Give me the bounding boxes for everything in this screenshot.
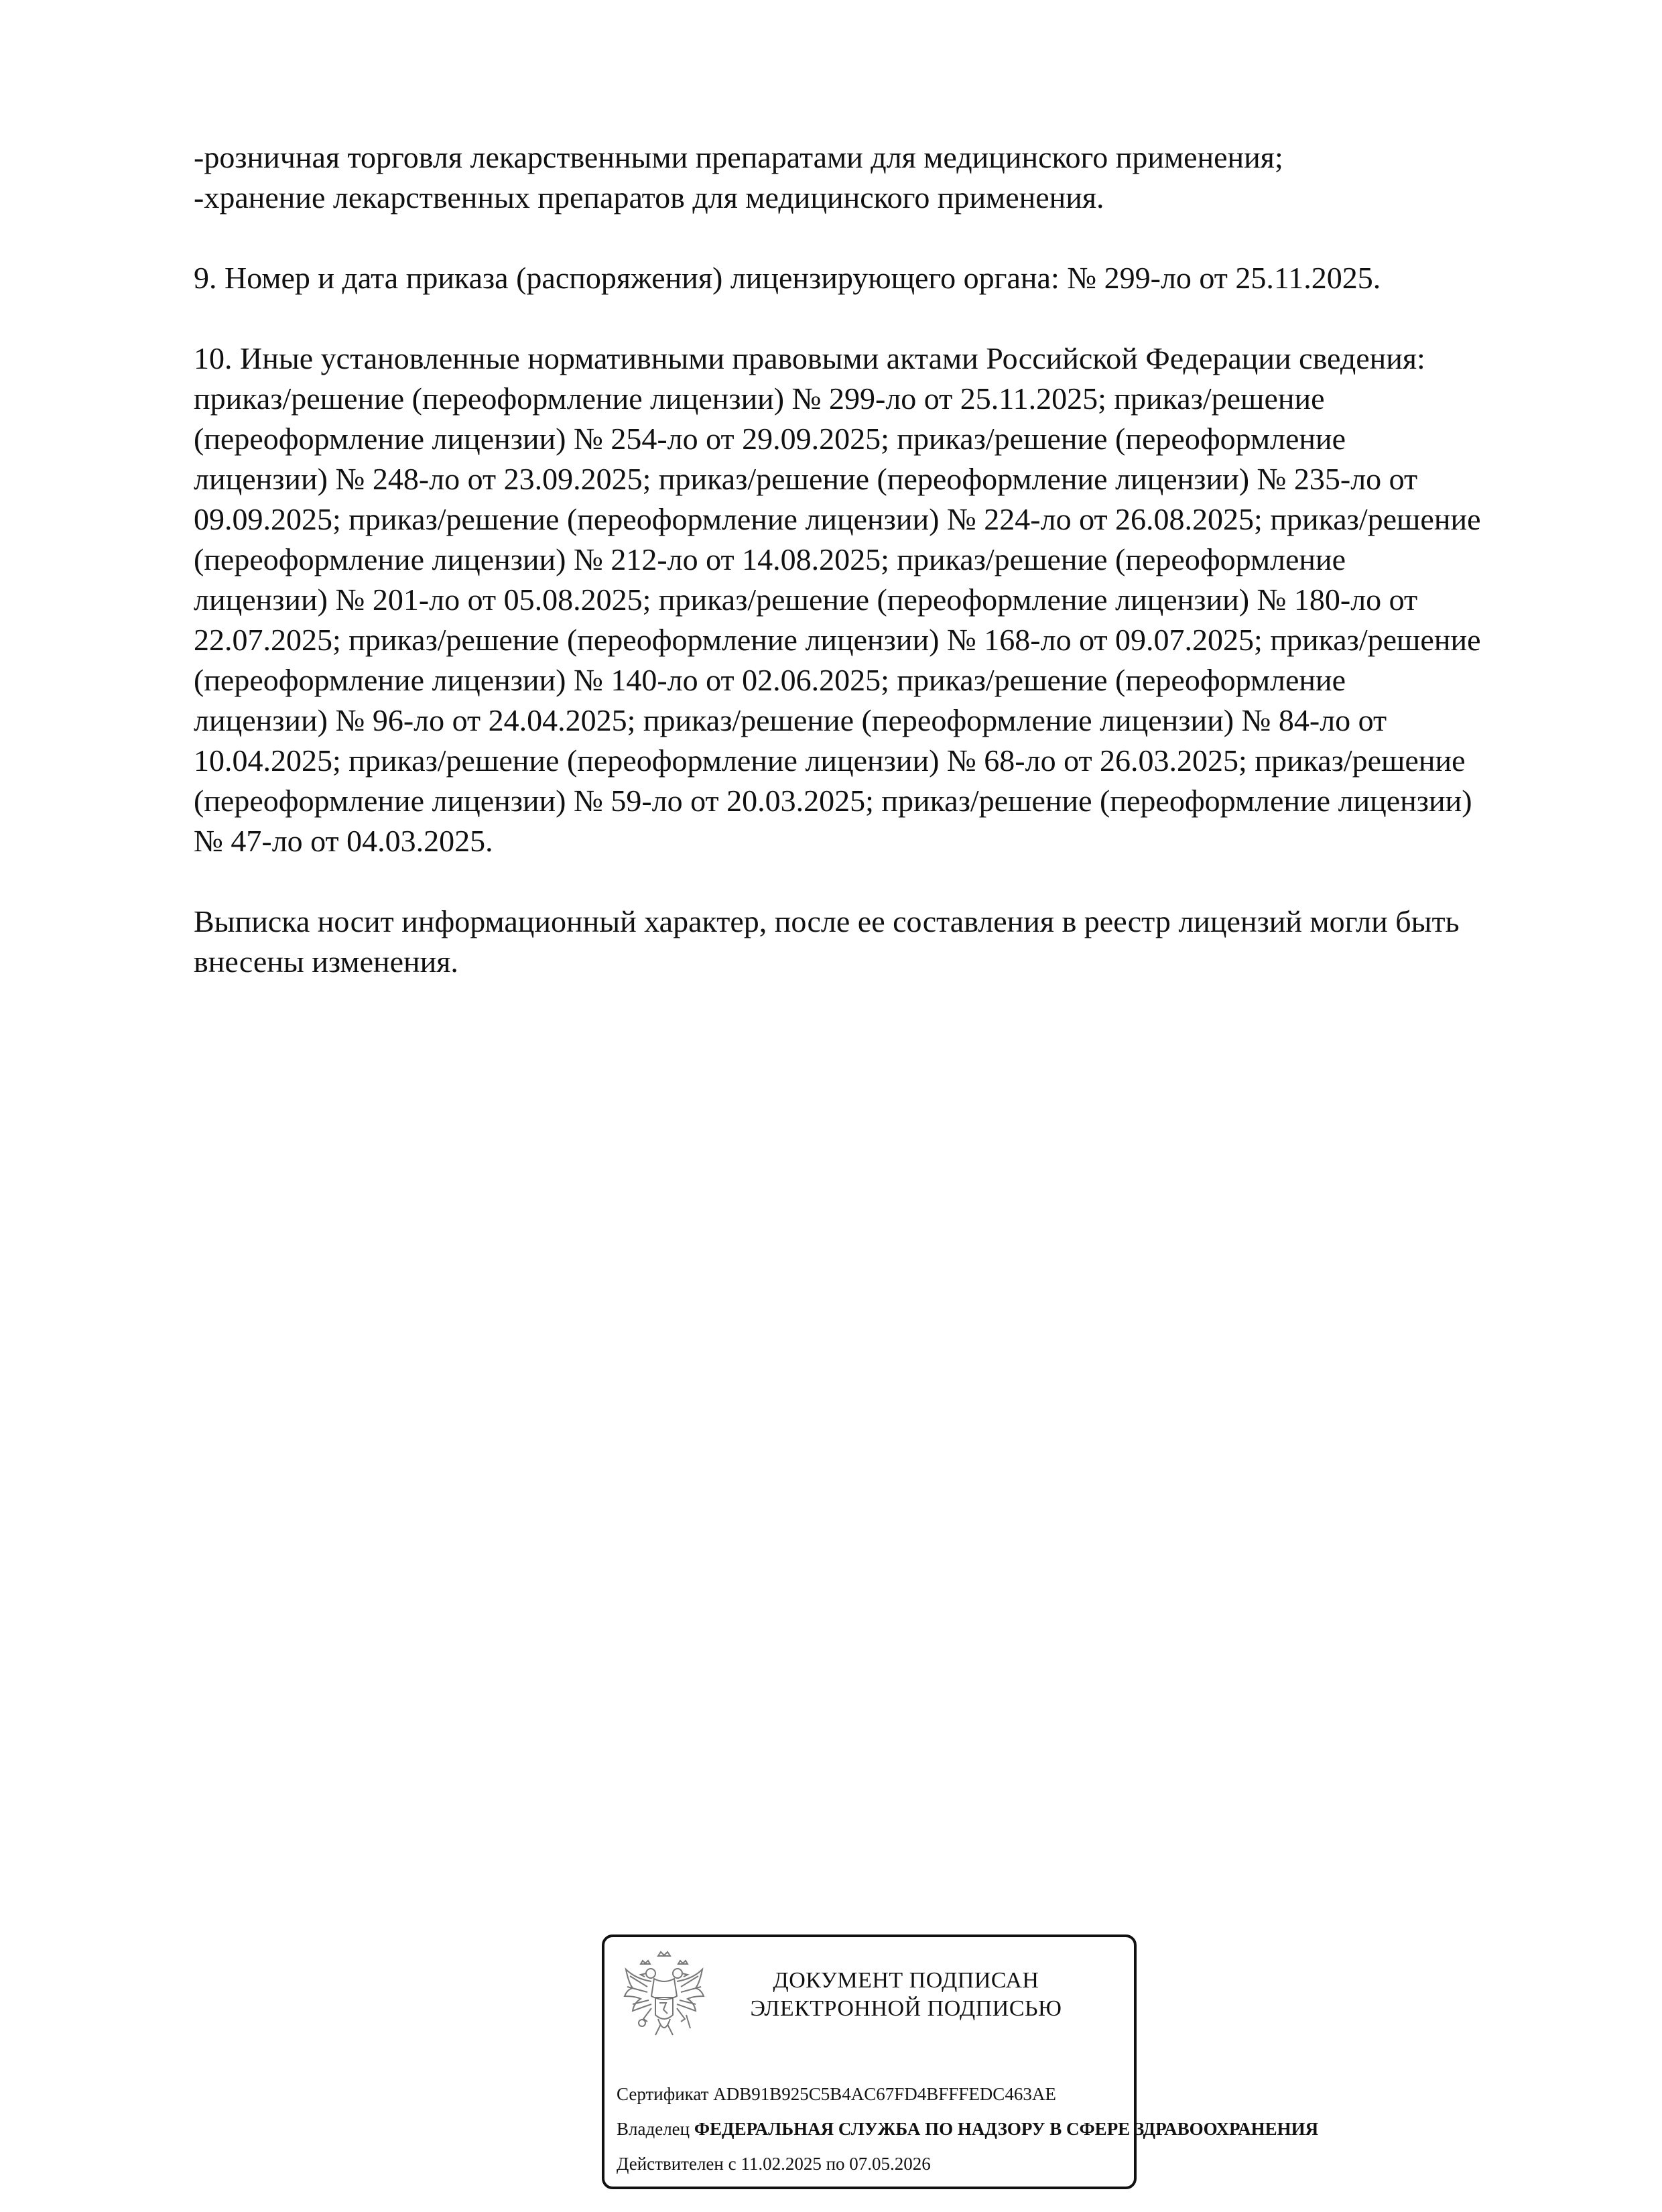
owner-value: ФЕДЕРАЛЬНАЯ СЛУЖБА ПО НАДЗОРУ В СФЕРЕ ЗДРАВООХРАНЕНИЯ: [694, 2119, 1319, 2139]
section-10-line: 10.04.2025; приказ/решение (переоформление лицензии) № 68-ло от 26.03.2025; приказ/решение: [194, 743, 1466, 778]
section-10-line: лицензии) № 96-ло от 24.04.2025; приказ/решение (переоформление лицензии) № 84-ло от: [194, 703, 1387, 737]
section-9-order-number: 9. Номер и дата приказа (распоряжения) лицензирующего органа: № 299-ло от 25.11.2025.: [194, 261, 1381, 295]
section-10-line: лицензии) № 201-ло от 05.08.2025; приказ/решение (переоформление лицензии) № 180-ло от: [194, 582, 1418, 617]
section-10-other-info: [194, 339, 1574, 861]
owner-label: Владелец: [617, 2119, 690, 2139]
stamp-details: [617, 2077, 1319, 2181]
disclaimer: [194, 902, 1574, 982]
document-body: [194, 137, 1574, 982]
section-10-line: № 47-ло от 04.03.2025.: [194, 824, 493, 858]
certificate-row: [617, 2077, 1220, 2111]
section-10-line: (переоформление лицензии) № 59-ло от 20.03.2025; приказ/решение (переоформление лицензии): [194, 784, 1472, 818]
validity-text: Действителен с 11.02.2025 по 07.05.2026: [617, 2154, 931, 2174]
section-10-line: 09.09.2025; приказ/решение (переоформление лицензии) № 224-ло от 26.08.2025; приказ/решение: [194, 502, 1481, 536]
validity-row: [617, 2146, 1220, 2181]
section-10-line: приказ/решение (переоформление лицензии) № 299-ло от 25.11.2025; приказ/решение: [194, 381, 1325, 416]
paragraph-gap: [194, 298, 1574, 339]
signature-stamp: [602, 1934, 1319, 2189]
owner-row: [617, 2111, 1319, 2146]
disclaimer-line: Выписка носит информационный характер, после ее составления в реестр лицензий могли быть: [194, 904, 1460, 938]
stamp-title: [705, 1967, 1107, 2023]
coat-of-arms-icon: [621, 1949, 708, 2050]
activity-retail: -розничная торговля лекарственными препаратами для медицинского применения;: [194, 140, 1283, 174]
section-10-line: (переоформление лицензии) № 140-ло от 02.06.2025; приказ/решение (переоформление: [194, 663, 1346, 697]
section-10-line: 22.07.2025; приказ/решение (переоформление лицензии) № 168-ло от 09.07.2025; приказ/решение: [194, 623, 1481, 657]
stamp-title-line: ЭЛЕКТРОННОЙ ПОДПИСЬЮ: [750, 1996, 1062, 2021]
stamp-title-line: ДОКУМЕНТ ПОДПИСАН: [773, 1968, 1039, 1993]
activity-storage: -хранение лекарственных препаратов для медицинского применения.: [194, 180, 1104, 214]
section-10-line: 10. Иные установленные нормативными правовыми актами Российской Федерации сведения:: [194, 341, 1425, 375]
section-10-line: лицензии) № 248-ло от 23.09.2025; приказ/решение (переоформление лицензии) № 235-ло от: [194, 462, 1418, 496]
paragraph-gap: [194, 218, 1574, 258]
section-10-line: (переоформление лицензии) № 212-ло от 14.08.2025; приказ/решение (переоформление: [194, 542, 1346, 576]
paragraph-gap: [194, 861, 1574, 902]
certificate-value: ADB91B925C5B4AC67FD4BFFFEDC463AE: [713, 2084, 1056, 2104]
disclaimer-line: внесены изменения.: [194, 944, 458, 979]
section-10-line: (переоформление лицензии) № 254-ло от 29.09.2025; приказ/решение (переоформление: [194, 422, 1346, 456]
certificate-label: Сертификат: [617, 2084, 709, 2104]
